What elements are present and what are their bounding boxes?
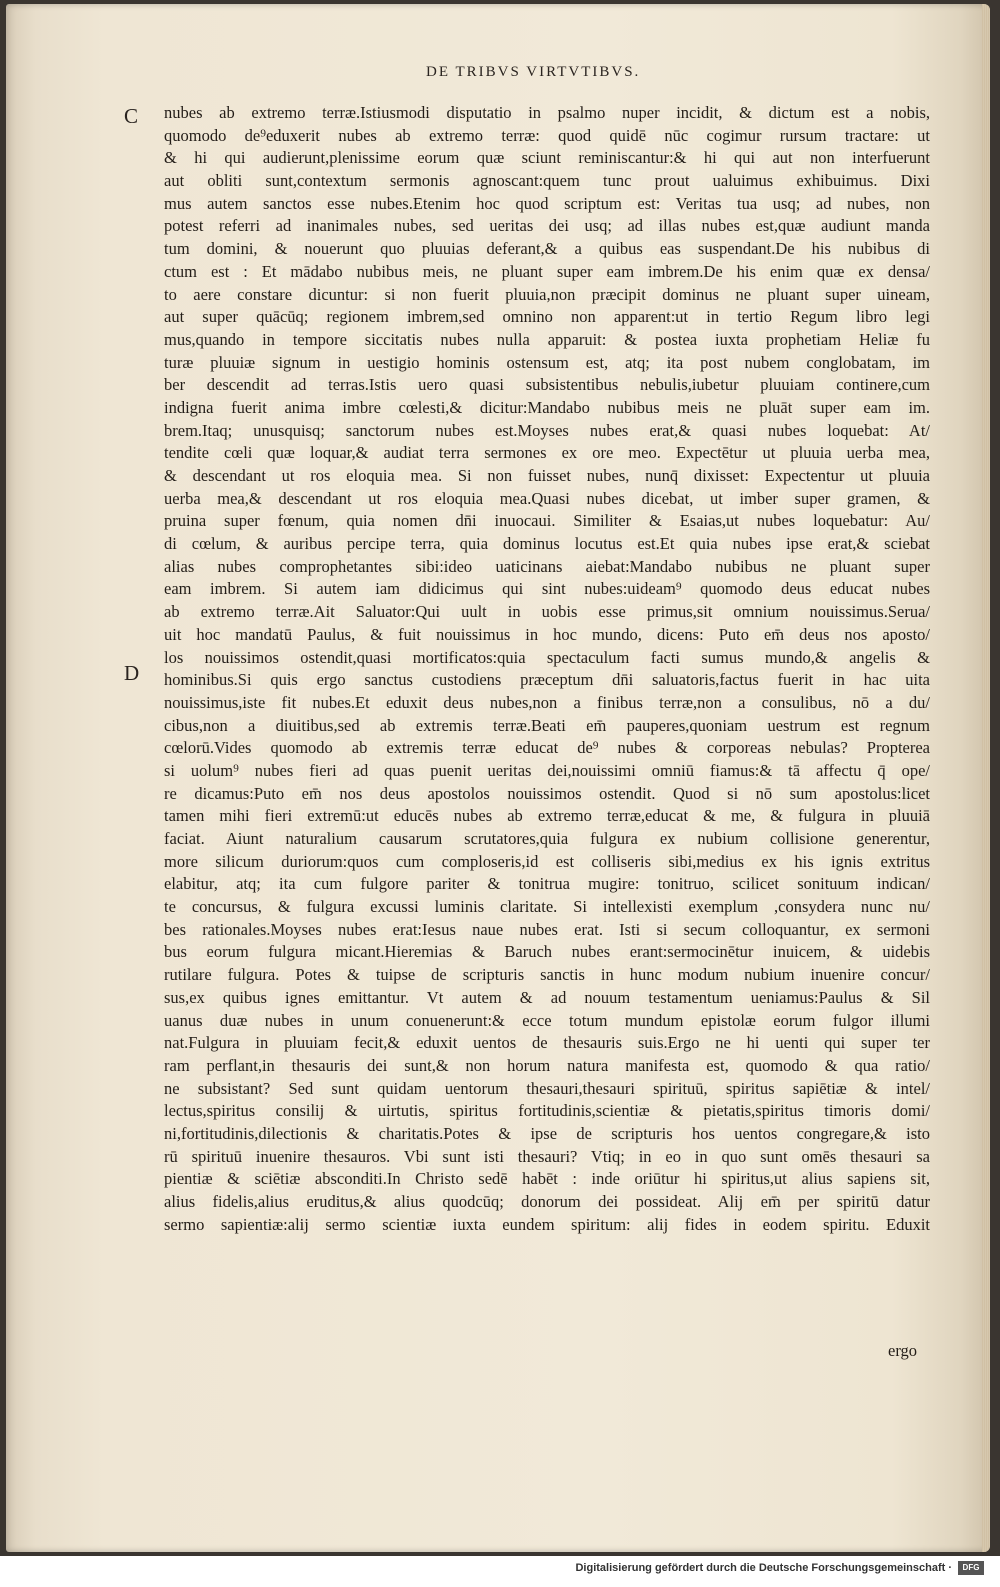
text-line: uanus duæ nubes in unum conuenerunt:& ecce totum mundum epistolæ eorum fulgor illumi: [164, 1010, 930, 1030]
funding-notice: Digitalisierung gefördert durch die Deutsche Forschungsgemeinschaft ·: [575, 1562, 952, 1574]
text-line: to aere constare dicuntur: si non fuerit pluuia,non præcipit dominus ne pluant super uineam,: [164, 284, 930, 304]
text-line: nouissimus,iste fit nubes.Et eduxit deus nubes,non a finibus terræ,non a consulibus, nō a du/: [164, 692, 930, 712]
text-body: [164, 102, 930, 1236]
text-line: los nouissimos ostendit,quasi mortificatos:quia spectaculum facti sumus mundo,& angelis &: [164, 647, 930, 667]
text-line: indigna fuerit anima imbre cœlesti,& dicitur:Mandabo nubibus meis ne pluāt super eam im.: [164, 397, 930, 417]
text-line: si uolum⁹ nubes fieri ad quas puenit ueritas dei,nouissimi omniū fiamus:& tā affectu q̄ ope/: [164, 760, 930, 780]
text-line: aut super quācūq; regionem imbrem,sed omnino non apparent:ut in tertio Regum libro legi: [164, 307, 930, 327]
text-line: ram perflant,in thesauris dei sunt,& non horum natura manifesta est, quomodo & qua ratio/: [164, 1055, 930, 1075]
text-line: eam imbrem. Si autem iam didicimus qui sint nubes:uideam⁹ quomodo deus educat nubes: [164, 579, 930, 599]
text-line: tum domini, & nouerunt quo pluuias deferant,& a quibus eas suspendant.De his nubibus di: [164, 239, 930, 259]
text-line: more silicum duriorum:quos cum comploseris,id est colliseris sibi,medius ex his ignis extritus: [164, 851, 930, 871]
text-line: lectus,spiritus consilij & uirtutis, spiritus fortitudinis,scientiæ & pietatis,spiritus timoris domi/: [164, 1101, 930, 1121]
text-line: bes rationales.Moyses nubes erat:Iesus naue nubes erat. Isti si secum colloquantur, ex sermoni: [164, 919, 930, 939]
text-line: di cœlum, & auribus percipe terra, quia dominus locutus est.Et quia nubes ipse erat,& sciebat: [164, 534, 930, 554]
text-line: alius fidelis,alius eruditus,& alius quodcūq; donorum dei possideat. Alij em̄ per spiritū datur: [164, 1192, 930, 1211]
text-line: turæ pluuiæ signum in uestigio hominis ostensum est, atq; ita post nubem conglobatam, im: [164, 352, 930, 372]
text-line: & hi qui audierunt,plenissime eorum quæ sciunt reminiscantur:& hi qui aut non interfuerunt: [164, 148, 930, 168]
catchword: ergo: [888, 1341, 918, 1360]
text-line: nubes ab extremo terræ.Istiusmodi disputatio in psalmo nuper incidit, & dictum est a nobis,: [164, 103, 930, 122]
marginal-letter-d: D: [124, 661, 140, 685]
text-line: hominibus.Si quis ergo sanctus custodiens præceptum dn̄i saluatoris,factus fuerit in hac uita: [164, 670, 930, 690]
text-line: rū spirituū inuenire thesauros. Vbi sunt isti thesauri? Vtiq; in eo in quo sunt omēs thesauri sa: [164, 1146, 930, 1166]
text-line: & descendant ut ros eloquia mea. Si non fuisset nubes, nunq̄ dixisset: Expectentur ut pluuia: [164, 466, 930, 485]
text-line: ber descendit ad terras.Istis uero quasi subsistentibus nebulis,iubetur pluuiam continere,cum: [164, 375, 930, 395]
text-line: ctum est : Et mādabo nubibus meis, ne pluant super eam imbrem.De his enim quæ ex densa/: [164, 261, 930, 281]
page-edges: [982, 4, 990, 1552]
text-line: ni,fortitudinis,dilectionis & charitatis.Potes & ipse de scripturis hos uentos congregare,& isto: [164, 1123, 930, 1143]
text-line: tamen mihi fieri extremū:ut educēs nubes ab extremo terræ,educat & me, & fulgura in pluuiā: [164, 806, 930, 826]
text-line: re dicamus:Puto em̄ nos deus apostolos nouissimos ostendit. Quod si nō sum apostolus:licet: [164, 783, 930, 803]
dfg-logo: DFG: [958, 1561, 984, 1575]
text-line: mus autem sanctos esse nubes.Etenim hoc quod scriptum est: Veritas tua usq; ad nubes, non: [164, 193, 930, 213]
text-line: pientiæ & sciētiæ absconditi.In Christo sedē habēt : inde oriūtur hi spiritus,ut alius sapiens sit,: [164, 1169, 930, 1189]
text-line: bus eorum fulgura micant.Hieremias & Baruch nubes erant:sermocinētur inuicem, & uidebis: [164, 942, 930, 962]
footer-bar: [0, 1556, 1000, 1587]
text-line: aut obliti sunt,contextum sermonis agnoscant:quem tunc prout ualuimus exhibuimus. Dixi: [164, 171, 930, 191]
text-line: uerba mea,& descendant ut ros eloquia mea.Quasi nubes dicebat, ut imber super gramen, &: [164, 488, 930, 508]
text-line: quomodo de⁹eduxerit nubes ab extremo terræ: quod quidē nūc cogimur rursum tractare: ut: [164, 125, 930, 145]
text-line: te concursus, & fulgura excussi luminis claritate. Si intellexisti exemplum ,consydera nunc nu/: [164, 897, 930, 917]
text-line: ab extremo terræ.Ait Saluator:Qui uult in uobis esse primus,sit omnium nouissimus.Serua/: [164, 602, 930, 622]
running-head: DE TRIBVS VIRTVTIBVS.: [426, 64, 641, 80]
text-line: faciat. Aiunt naturalium causarum scrutatores,quia fulgura ex nubium collisione generentur,: [164, 829, 930, 848]
text-line: ne subsistant? Sed sunt quidam uentorum thesauri,thesauri spirituū, spiritus sapiētiæ & intel/: [164, 1078, 930, 1098]
marginal-letter-c: C: [124, 104, 139, 128]
text-line: brem.Itaq; unusquisq; sanctorum nubes est.Moyses nubes erat,& quasi nubes loquebat: At/: [164, 420, 930, 440]
text-line: nat.Fulgura in pluuiam fecit,& eduxit uentos de thesauris suis.Ergo ne hi uenti qui super ter: [164, 1033, 930, 1053]
book-page: [6, 4, 990, 1552]
text-line: cœlorū.Vides quomodo ab extremis terræ educat de⁹ nubes & corporeas nebulas? Propterea: [164, 738, 930, 758]
text-line: sermo sapientiæ:alij sermo scientiæ iuxta eundem spiritum: alij fides in eodem spiritu. Eduxit: [164, 1214, 930, 1234]
text-line: pruina super fœnum, quia nomen dn̄i inuocaui. Similiter & Esaias,ut nubes loquebatur: Au/: [164, 511, 930, 531]
text-line: tendite cœli quæ loquar,& audiat terra sermones ex ore meo. Expectētur ut pluuia uerba mea,: [164, 443, 930, 463]
text-line: sus,ex quibus ignes emittantur. Vt autem & ad nouum testamentum ueniamus:Paulus & Sil: [164, 987, 930, 1007]
text-line: cibus,non a diuitibus,sed ab extremis terræ.Beati em̄ pauperes,quoniam uestrum est regnum: [164, 715, 930, 735]
text-line: uit hoc mandatū Paulus, & fuit nouissimus in hoc mundo, dicens: Puto em̄ deus nos aposto/: [164, 624, 930, 644]
text-line: mus,quando in tempore siccitatis nubes nulla apparuit: & postea iuxta prophetiam Heliæ fu: [164, 329, 930, 349]
text-line: alias nubes comprophetantes sibi:ideo uaticinans aiebat:Mandabo nubibus ne pluant super: [164, 556, 930, 576]
text-line: rutilare fulgura. Potes & tuipse de scripturis sanctis in hunc modum nubium inuenire concur/: [164, 965, 930, 985]
text-line: potest referri ad inanimales nubes, sed ueritas dei usq; ad illas nubes est,quæ audiunt manda: [164, 216, 930, 236]
text-line: elabitur, atq; ita cum fulgore pariter & tonitrua mugire: tonitruo, scilicet sonituum indican/: [164, 874, 930, 894]
